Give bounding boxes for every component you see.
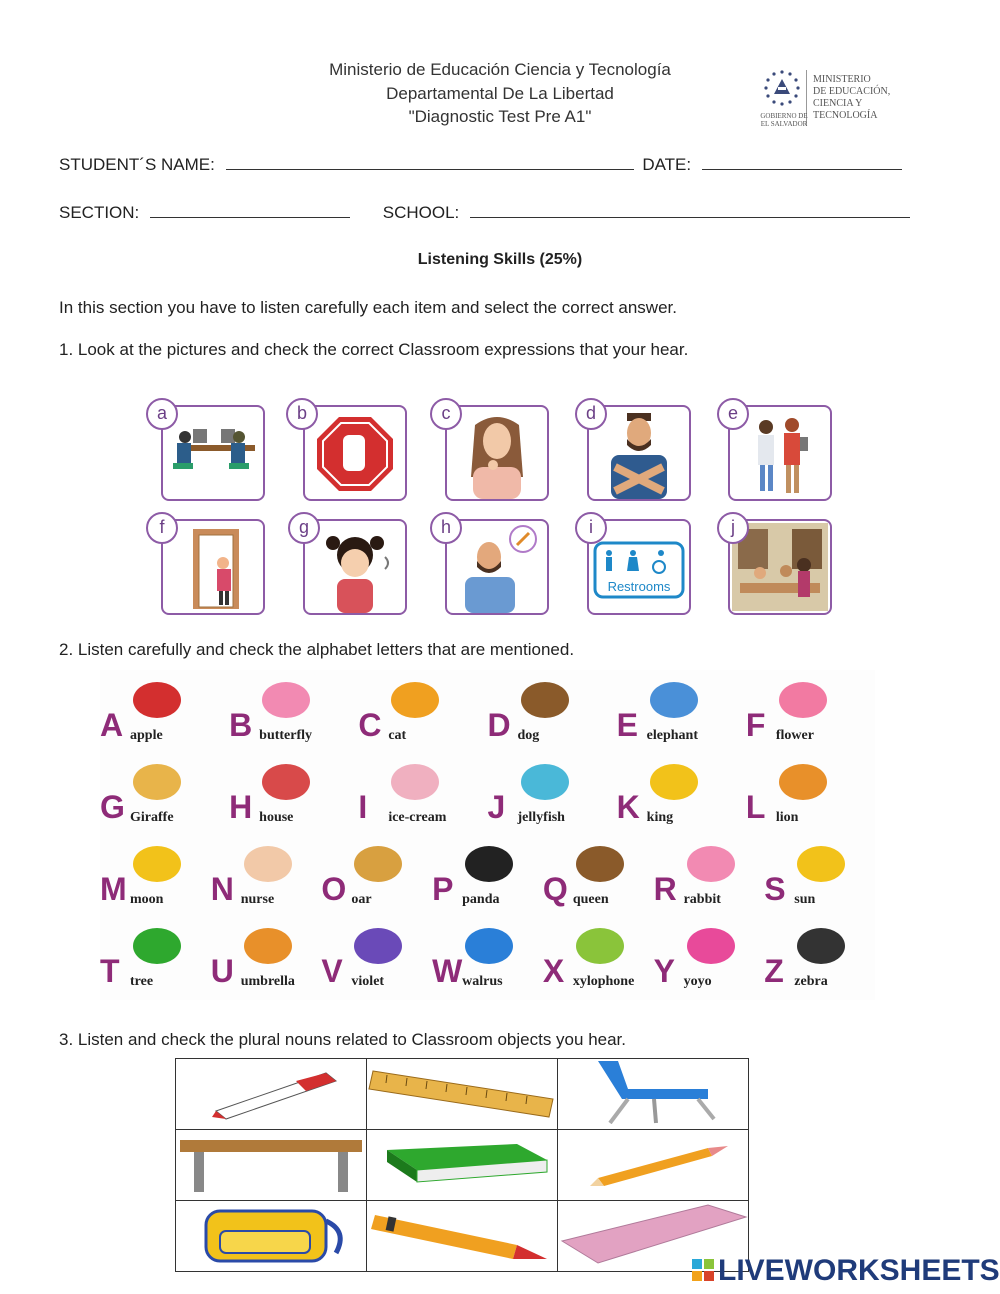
book-cell[interactable] (367, 1130, 558, 1201)
alphabet-item-c[interactable] (358, 670, 487, 750)
question-3-text: 3. Listen and check the plural nouns related to Classroom objects you hear. (59, 1030, 627, 1049)
alphabet-letter: T (100, 953, 120, 989)
alphabet-item-g[interactable] (100, 752, 229, 832)
alphabet-letter: G (100, 789, 125, 825)
alphabet-letter: L (745, 789, 766, 825)
crayon-cell[interactable] (367, 1201, 558, 1272)
pencil-cell[interactable] (558, 1130, 749, 1201)
alphabet-word: violet (351, 974, 385, 989)
alphabet-letter: S (764, 871, 786, 907)
alphabet-item-y[interactable] (654, 916, 765, 996)
zebra-picture-icon (786, 922, 856, 970)
alphabet-item-s[interactable] (764, 834, 875, 914)
alphabet-letter: R (653, 871, 677, 907)
alphabet-letter: E (616, 707, 638, 743)
alphabet-letter: Z (764, 953, 784, 989)
alphabet-item-a[interactable] (100, 670, 229, 750)
alphabet-word: xylophone (572, 974, 635, 989)
card-label-d: d (575, 398, 607, 430)
chair-icon (558, 1059, 748, 1124)
question-1-text: 1. Look at the pictures and check the correct Classroom expressions that your hear. (59, 340, 689, 359)
marker-cell[interactable] (176, 1059, 367, 1130)
alphabet-letter: H (229, 789, 253, 825)
date-label: DATE: (642, 155, 692, 174)
alphabet-item-u[interactable] (211, 916, 322, 996)
alphabet-word: elephant (646, 728, 698, 743)
dog-picture-icon (510, 676, 580, 724)
alphabet-item-n[interactable] (211, 834, 322, 914)
alphabet-word: dog (517, 728, 540, 743)
government-caption: GOBIERNO DE EL SALVADOR (760, 112, 808, 128)
alphabet-item-l[interactable] (746, 752, 875, 832)
alphabet-letter: W (432, 953, 463, 989)
alphabet-word: king (646, 810, 674, 825)
card-label-e: e (717, 398, 749, 430)
alphabet-letter: N (210, 871, 234, 907)
tree-picture-icon (122, 922, 192, 970)
umbrella-picture-icon (233, 922, 303, 970)
student-name-input[interactable] (226, 155, 634, 170)
card-label-b: b (286, 398, 318, 430)
alphabet-letter: I (358, 789, 368, 825)
date-input[interactable] (702, 155, 902, 170)
alphabet-item-q[interactable] (543, 834, 654, 914)
jellyfish-picture-icon (510, 758, 580, 806)
classroom-objects-table (175, 1058, 749, 1272)
alphabet-letter: U (210, 953, 234, 989)
alphabet-word: tree (130, 974, 154, 989)
desk-icon (176, 1130, 366, 1195)
school-input[interactable] (470, 203, 910, 218)
alphabet-letter: V (321, 953, 343, 989)
nurse-picture-icon (233, 840, 303, 888)
alphabet-letter: D (487, 707, 511, 743)
alphabet-item-t[interactable] (100, 916, 211, 996)
crayon-icon (367, 1201, 557, 1266)
liveworksheets-logo-icon (692, 1259, 714, 1281)
government-seal-icon (762, 68, 802, 110)
alphabet-item-i[interactable] (358, 752, 487, 832)
backpack-icon (176, 1201, 366, 1266)
alphabet-word: jellyfish (517, 810, 565, 825)
department-title: Departamental De La Libertad (386, 84, 614, 103)
test-title: "Diagnostic Test Pre A1" (408, 107, 592, 126)
card-label-a: a (146, 398, 178, 430)
ice-cream-picture-icon (380, 758, 450, 806)
alphabet-word: zebra (794, 974, 828, 989)
king-picture-icon (639, 758, 709, 806)
alphabet-word: lion (775, 810, 799, 825)
card-label-j: j (717, 512, 749, 544)
section-label: SECTION: (59, 203, 140, 222)
alphabet-item-h[interactable] (229, 752, 358, 832)
alphabet-chart (100, 670, 875, 1000)
ministry-title: Ministerio de Educación Ciencia y Tecnología (329, 60, 671, 79)
alphabet-item-w[interactable] (432, 916, 543, 996)
yoyo-picture-icon (676, 922, 746, 970)
alphabet-item-v[interactable] (321, 916, 432, 996)
alphabet-item-p[interactable] (432, 834, 543, 914)
alphabet-item-e[interactable] (617, 670, 746, 750)
card-label-c: c (430, 398, 462, 430)
alphabet-word: flower (775, 728, 814, 743)
butterfly-picture-icon (251, 676, 321, 724)
alphabet-word: walrus (462, 974, 503, 989)
alphabet-word: nurse (240, 892, 275, 907)
alphabet-word: house (259, 810, 294, 825)
section-input[interactable] (150, 203, 350, 218)
book-icon (367, 1130, 557, 1195)
intro-text: In this section you have to listen carefully each item and select the correct answer. (59, 298, 677, 317)
violet-picture-icon (343, 922, 413, 970)
alphabet-word: apple (130, 728, 163, 743)
card-label-i: i (575, 512, 607, 544)
alphabet-letter: X (542, 953, 565, 989)
elephant-picture-icon (639, 676, 709, 724)
card-label-g: g (288, 512, 320, 544)
section-title: Listening Skills (25%) (417, 251, 583, 268)
alphabet-item-r[interactable] (654, 834, 765, 914)
card-label-f: f (146, 512, 178, 544)
flower-picture-icon (768, 676, 838, 724)
ruler-icon (367, 1059, 557, 1124)
lion-picture-icon (768, 758, 838, 806)
xylophone-picture-icon (565, 922, 635, 970)
alphabet-letter: C (358, 707, 382, 743)
alphabet-item-z[interactable] (764, 916, 875, 996)
school-label: SCHOOL: (382, 203, 460, 222)
alphabet-letter: O (321, 871, 347, 907)
backpack-cell[interactable] (176, 1201, 367, 1272)
pencil-icon (558, 1130, 748, 1195)
chair-cell[interactable] (558, 1059, 749, 1130)
alphabet-item-d[interactable] (488, 670, 617, 750)
alphabet-word: cat (388, 728, 407, 743)
alphabet-word: moon (130, 892, 164, 907)
card-label-h: h (430, 512, 462, 544)
alphabet-item-b[interactable] (229, 670, 358, 750)
moon-picture-icon (122, 840, 192, 888)
restrooms-sign-label: Restrooms (607, 579, 671, 594)
alphabet-word: yoyo (683, 974, 712, 989)
alphabet-word: sun (794, 892, 816, 907)
giraffe-picture-icon (122, 758, 192, 806)
alphabet-letter: J (487, 789, 506, 825)
alphabet-item-o[interactable] (321, 834, 432, 914)
apple-picture-icon (122, 676, 192, 724)
alphabet-letter: A (100, 707, 124, 743)
sun-picture-icon (786, 840, 856, 888)
alphabet-item-f[interactable] (746, 670, 875, 750)
alphabet-letter: P (432, 871, 454, 907)
student-info-row (59, 155, 902, 175)
alphabet-word: oar (351, 892, 372, 907)
alphabet-word: ice-cream (388, 810, 447, 825)
student-name-label: STUDENT´S NAME: (59, 155, 215, 174)
alphabet-word: umbrella (240, 974, 295, 989)
alphabet-item-k[interactable] (617, 752, 746, 832)
walrus-picture-icon (454, 922, 524, 970)
alphabet-letter: K (616, 789, 640, 825)
queen-picture-icon (565, 840, 635, 888)
oar-picture-icon (343, 840, 413, 888)
house-picture-icon (251, 758, 321, 806)
alphabet-word: panda (462, 892, 500, 907)
alphabet-item-m[interactable] (100, 834, 211, 914)
question-2-text: 2. Listen carefully and check the alphabet letters that are mentioned. (59, 640, 575, 659)
liveworksheets-brand[interactable]: LIVEWORKSHEETS (718, 1254, 1000, 1287)
alphabet-letter: B (229, 707, 253, 743)
section-info-row (59, 203, 910, 223)
alphabet-item-j[interactable] (488, 752, 617, 832)
ministry-logo-text: MINISTERIO DE EDUCACIÓN, CIENCIA Y TECNOLOGÍA (813, 74, 891, 121)
alphabet-letter: F (745, 707, 766, 743)
desk-cell[interactable] (176, 1130, 367, 1201)
alphabet-word: rabbit (683, 892, 721, 907)
alphabet-word: Giraffe (130, 810, 174, 825)
alphabet-word: butterfly (259, 728, 313, 743)
alphabet-letter: M (100, 871, 127, 907)
panda-picture-icon (454, 840, 524, 888)
alphabet-word: queen (572, 892, 609, 907)
marker-icon (176, 1059, 366, 1124)
alphabet-letter: Y (653, 953, 675, 989)
card-b[interactable] (303, 405, 407, 501)
alphabet-letter: Q (542, 871, 568, 907)
rabbit-picture-icon (676, 840, 746, 888)
alphabet-item-x[interactable] (543, 916, 654, 996)
ruler-cell[interactable] (367, 1059, 558, 1130)
cat-picture-icon (380, 676, 450, 724)
